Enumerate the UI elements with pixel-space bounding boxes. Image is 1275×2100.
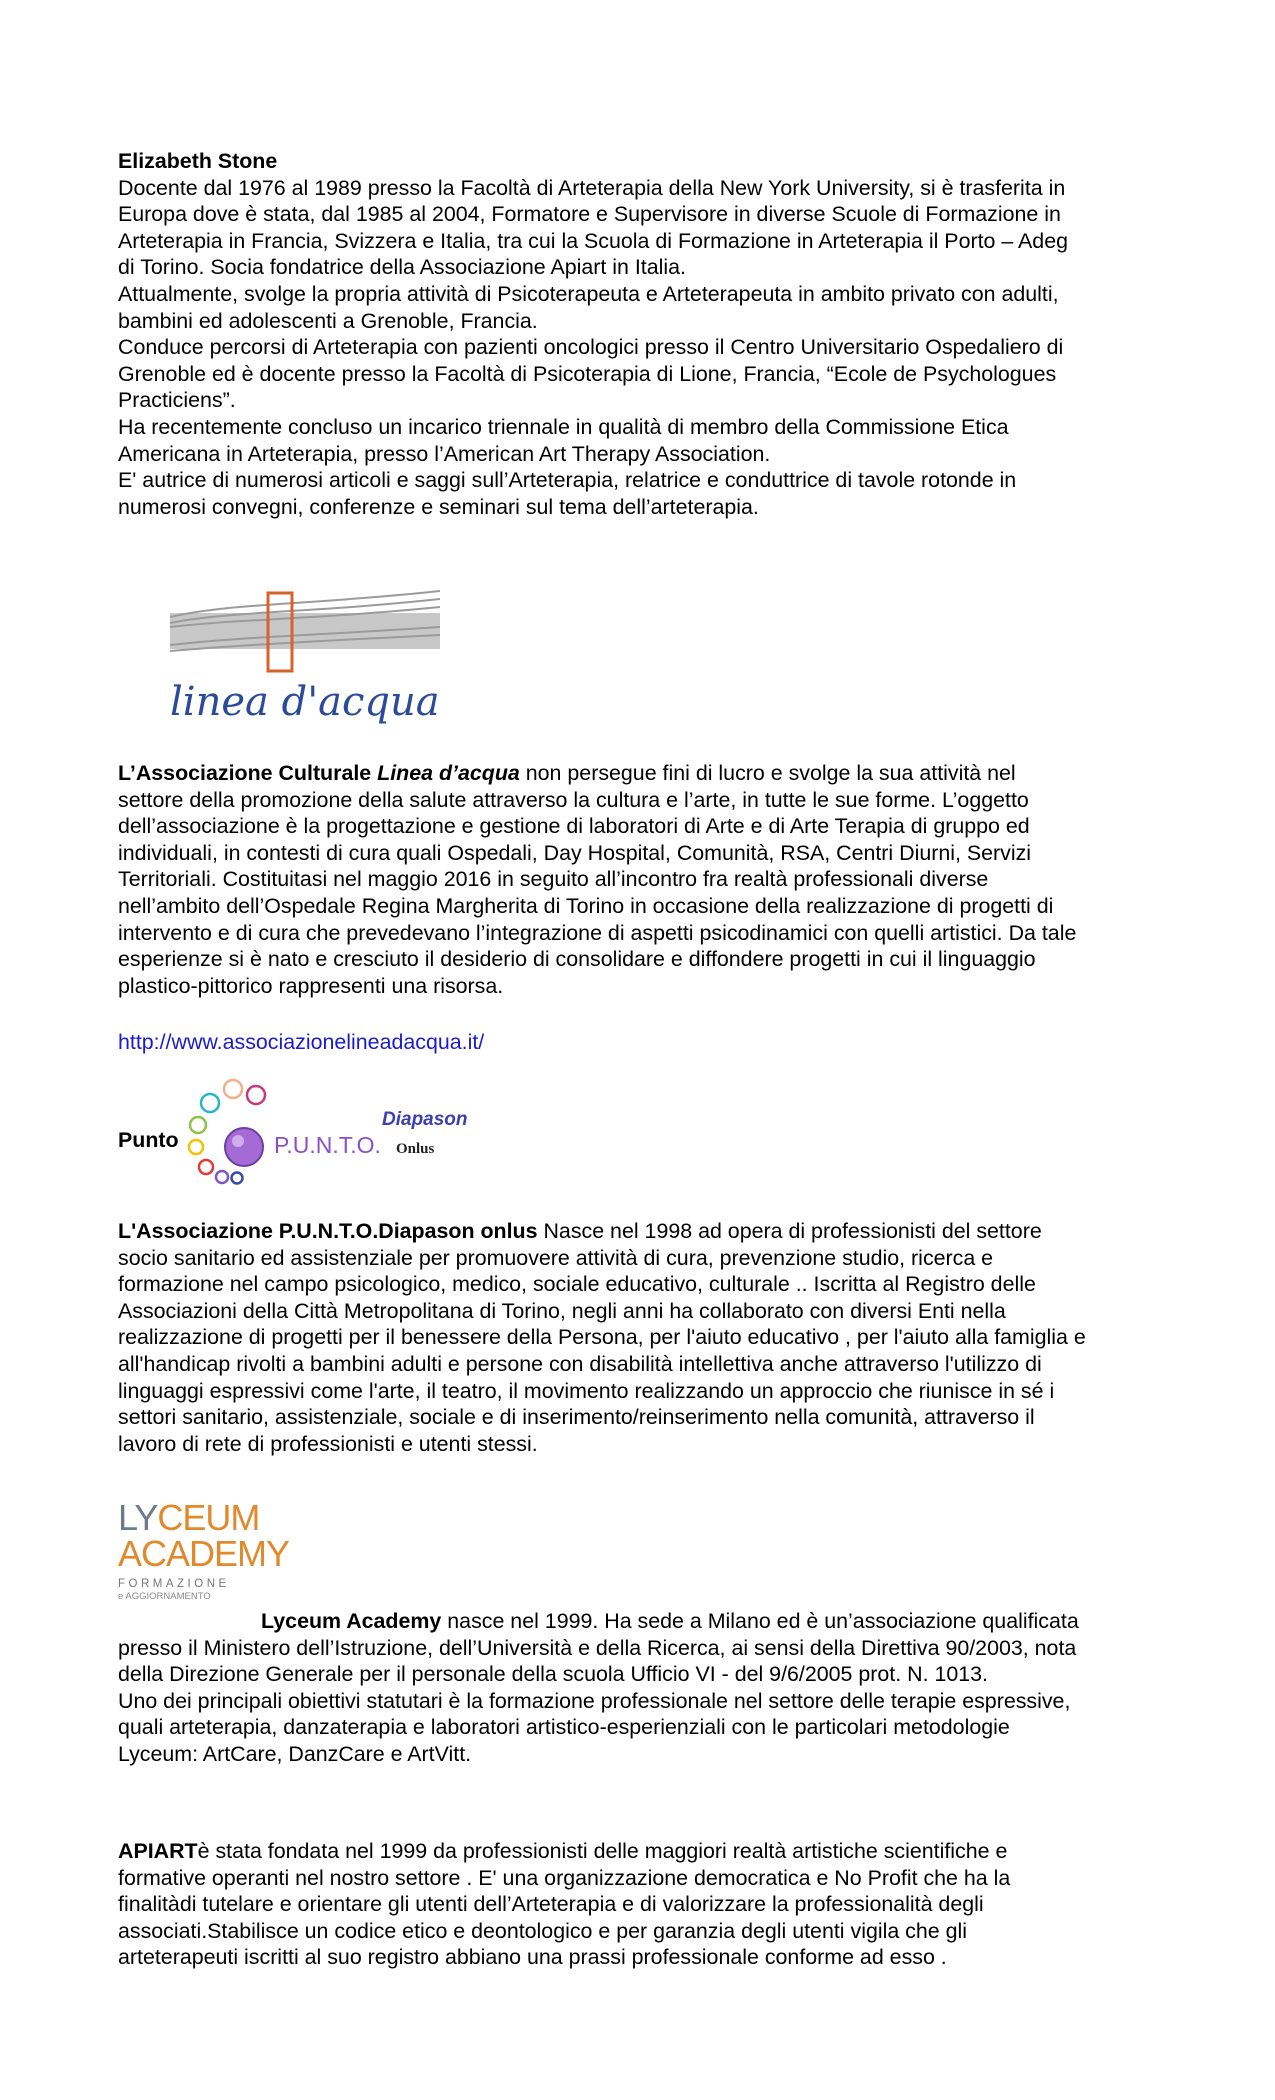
linea-line: intervento e di cura che prevedevano l’integrazione di aspetti psicodinamici con quelli artistici. Da tale <box>118 920 1077 945</box>
lyceum-lead-bold: Lyceum Academy <box>261 1609 442 1633</box>
apiart-line: formative operanti nel nostro settore . E' una organizzazione democratica e No Profit che ha la <box>118 1865 1011 1890</box>
punto-line: settori sanitario, assistenziale, sociale e di inserimento/reinserimento nella comunità, attraverso il <box>118 1405 1035 1430</box>
punto-line: linguaggi espressivi come l'arte, il teatro, il movimento realizzando un approccio che riunisce in sé i <box>118 1378 1055 1403</box>
lyceum-logo-ly: LY <box>118 1497 158 1538</box>
linea-line: esperienze si è nato e cresciuto il desiderio di consolidare e diffondere progetti in cui il linguaggio <box>118 947 1036 972</box>
linea-line: plastico-pittorico rappresenti una risorsa. <box>118 973 504 998</box>
stone-line: bambini ed adolescenti a Grenoble, Francia. <box>118 308 538 333</box>
stone-line: Ha recentemente concluso un incarico triennale in qualità di membro della Commissione Etica <box>118 414 1009 439</box>
punto-logo-main: P.U.N.T.O. <box>274 1132 381 1158</box>
lyceum-logo-academy: ACADEMY <box>118 1533 290 1574</box>
punto-line: Nasce nel 1998 ad opera di professionisti del settore <box>543 1219 1042 1243</box>
punto-logo-row <box>118 1075 508 1200</box>
punto-logo-graphic <box>118 1075 508 1195</box>
punto-line: socio sanitario ed assistenziale per promuovere attività di cura, prevenzione studio, ricerca e <box>118 1245 994 1270</box>
stone-line: Europa dove è stata, dal 1985 al 2004, Formatore e Supervisore in diverse Scuole di Formazione in <box>118 202 1061 227</box>
linea-dacqua-logo-graphic <box>140 575 460 735</box>
linea-website-link[interactable]: http://www.associazionelineadacqua.it/ <box>118 1030 485 1054</box>
linea-dacqua-logo <box>140 575 460 740</box>
punto-lead-bold: L'Associazione P.U.N.T.O.Diapason onlus <box>118 1219 538 1243</box>
lyceum-line: nasce nel 1999. Ha sede a Milano ed è un’associazione qualificata <box>447 1609 1079 1633</box>
stone-line: Arteterapia in Francia, Svizzera e Italia, tra cui la Scuola di Formazione in Arteterapia il Porto – Adeg <box>118 228 1068 253</box>
apiart-line: associati.Stabilisce un codice etico e deontologico e per garanzia degli utenti vigila che gli <box>118 1918 968 1943</box>
punto-prefix: Punto <box>118 1128 179 1152</box>
stone-line: Conduce percorsi di Arteterapia con pazienti oncologici presso il Centro Universitario Ospedaliero di <box>118 335 1064 360</box>
linea-line: individuali, in contesti di cura quali Ospedali, Day Hospital, Comunità, RSA, Centri Diurni, Servizi <box>118 840 1032 865</box>
lyceum-line: Uno dei principali obiettivi statutari è la formazione professionale nel settore delle terapie espressive, <box>118 1688 1071 1713</box>
punto-line: lavoro di rete di professionisti e utenti stessi. <box>118 1431 538 1456</box>
apiart-lead-bold: APIART <box>118 1839 198 1863</box>
punto-line: realizzazione di progetti per il benessere della Persona, per l'aiuto educativo , per l'aiuto alla famiglia e <box>118 1325 1086 1350</box>
linea-section <box>118 760 1160 999</box>
apiart-line: è stata fondata nel 1999 da professionisti delle maggiori realtà artistiche scientifiche e <box>197 1839 1008 1863</box>
linea-lead-bold: L’Associazione Culturale <box>118 761 372 785</box>
linea-line: Territoriali. Costituitasi nel maggio 2016 in seguito all’incontro fra realtà professionali diverse <box>118 867 989 892</box>
lyceum-line: quali arteterapia, danzaterapia e laboratori artistico-esperienziali con le particolari metodologie <box>118 1715 1010 1740</box>
linea-lead-italic: Linea d’acqua <box>377 761 520 785</box>
stone-line: Americana in Arteterapia, presso l’American Art Therapy Association. <box>118 441 771 466</box>
linea-line: settore della promozione della salute attraverso la cultura e l’arte, in tutte le sue forme. L’oggetto <box>118 787 1029 812</box>
apiart-section <box>118 1838 1160 1971</box>
apiart-line: arteterapeuti iscritti al suo registro abbiano una prassi professionale conforme ad esso . <box>118 1945 947 1970</box>
stone-section <box>118 148 1160 520</box>
stone-line: E' autrice di numerosi articoli e saggi sull’Arteterapia, relatrice e conduttrice di tavole rotonde in <box>118 468 1017 493</box>
lyceum-logo-formazione: FORMAZIONE <box>118 1578 230 1590</box>
lyceum-logo-aggiornamento: e AGGIORNAMENTO <box>118 1591 211 1602</box>
stone-line: Attualmente, svolge la propria attività di Psicoterapeuta e Arteterapeuta in ambito privato con adulti, <box>118 281 1059 306</box>
linea-url-row <box>118 1029 1160 1056</box>
linea-logo-text: linea d'acqua <box>170 679 440 725</box>
punto-logo-diapason: Diapason <box>382 1109 468 1130</box>
lyceum-line: Lyceum: ArtCare, DanzCare e ArtVitt. <box>118 1741 472 1766</box>
lyceum-section <box>118 1608 1160 1768</box>
linea-line: non persegue fini di lucro e svolge la sua attività nel <box>525 761 1016 785</box>
stone-line: Practiciens”. <box>118 388 236 413</box>
lyceum-line: della Direzione Generale per il personale della scuola Ufficio VI - del 9/6/2005 prot. N. 1013. <box>118 1662 988 1687</box>
stone-line: Grenoble ed è docente presso la Facoltà di Psicoterapia di Lione, Francia, “Ecole de Psychologues <box>118 361 1057 386</box>
punto-line: all'handicap rivolti a bambini adulti e persone con disabilità intellettiva anche attraverso l'utilizzo di <box>118 1351 1042 1376</box>
punto-section <box>118 1218 1160 1457</box>
punto-line: Associazioni della Città Metropolitana di Torino, negli anni ha collaborato con diversi Enti nella <box>118 1298 1006 1323</box>
stone-line: di Torino. Socia fondatrice della Associazione Apiart in Italia. <box>118 255 686 280</box>
linea-line: nell’ambito dell’Ospedale Regina Margherita di Torino in occasione della realizzazione di progetti di <box>118 893 1054 918</box>
punto-line: formazione nel campo psicologico, medico, sociale educativo, culturale .. Iscritta al Registro delle <box>118 1272 1036 1297</box>
lyceum-line: presso il Ministero dell’Istruzione, dell’Università e della Ricerca, ai sensi della Direttiva 90/2003, nota <box>118 1635 1077 1660</box>
lyceum-logo-ceum: CEUM <box>157 1497 260 1538</box>
stone-line: Docente dal 1976 al 1989 presso la Facoltà di Arteterapia della New York University, si è trasferita in <box>118 175 1066 200</box>
apiart-line: finalitàdi tutelare e orientare gli utenti dell’Arteterapia e di valorizzare la professionalità degli <box>118 1892 984 1917</box>
stone-line: numerosi convegni, conferenze e seminari sul tema dell’arteterapia. <box>118 494 759 519</box>
punto-logo-onlus: Onlus <box>396 1141 435 1157</box>
linea-line: dell’associazione è la progettazione e gestione di laboratori di Arte e di Arte Terapia di gruppo ed <box>118 814 1030 839</box>
lyceum-logo <box>118 1497 290 1602</box>
stone-name: Elizabeth Stone <box>118 149 278 173</box>
